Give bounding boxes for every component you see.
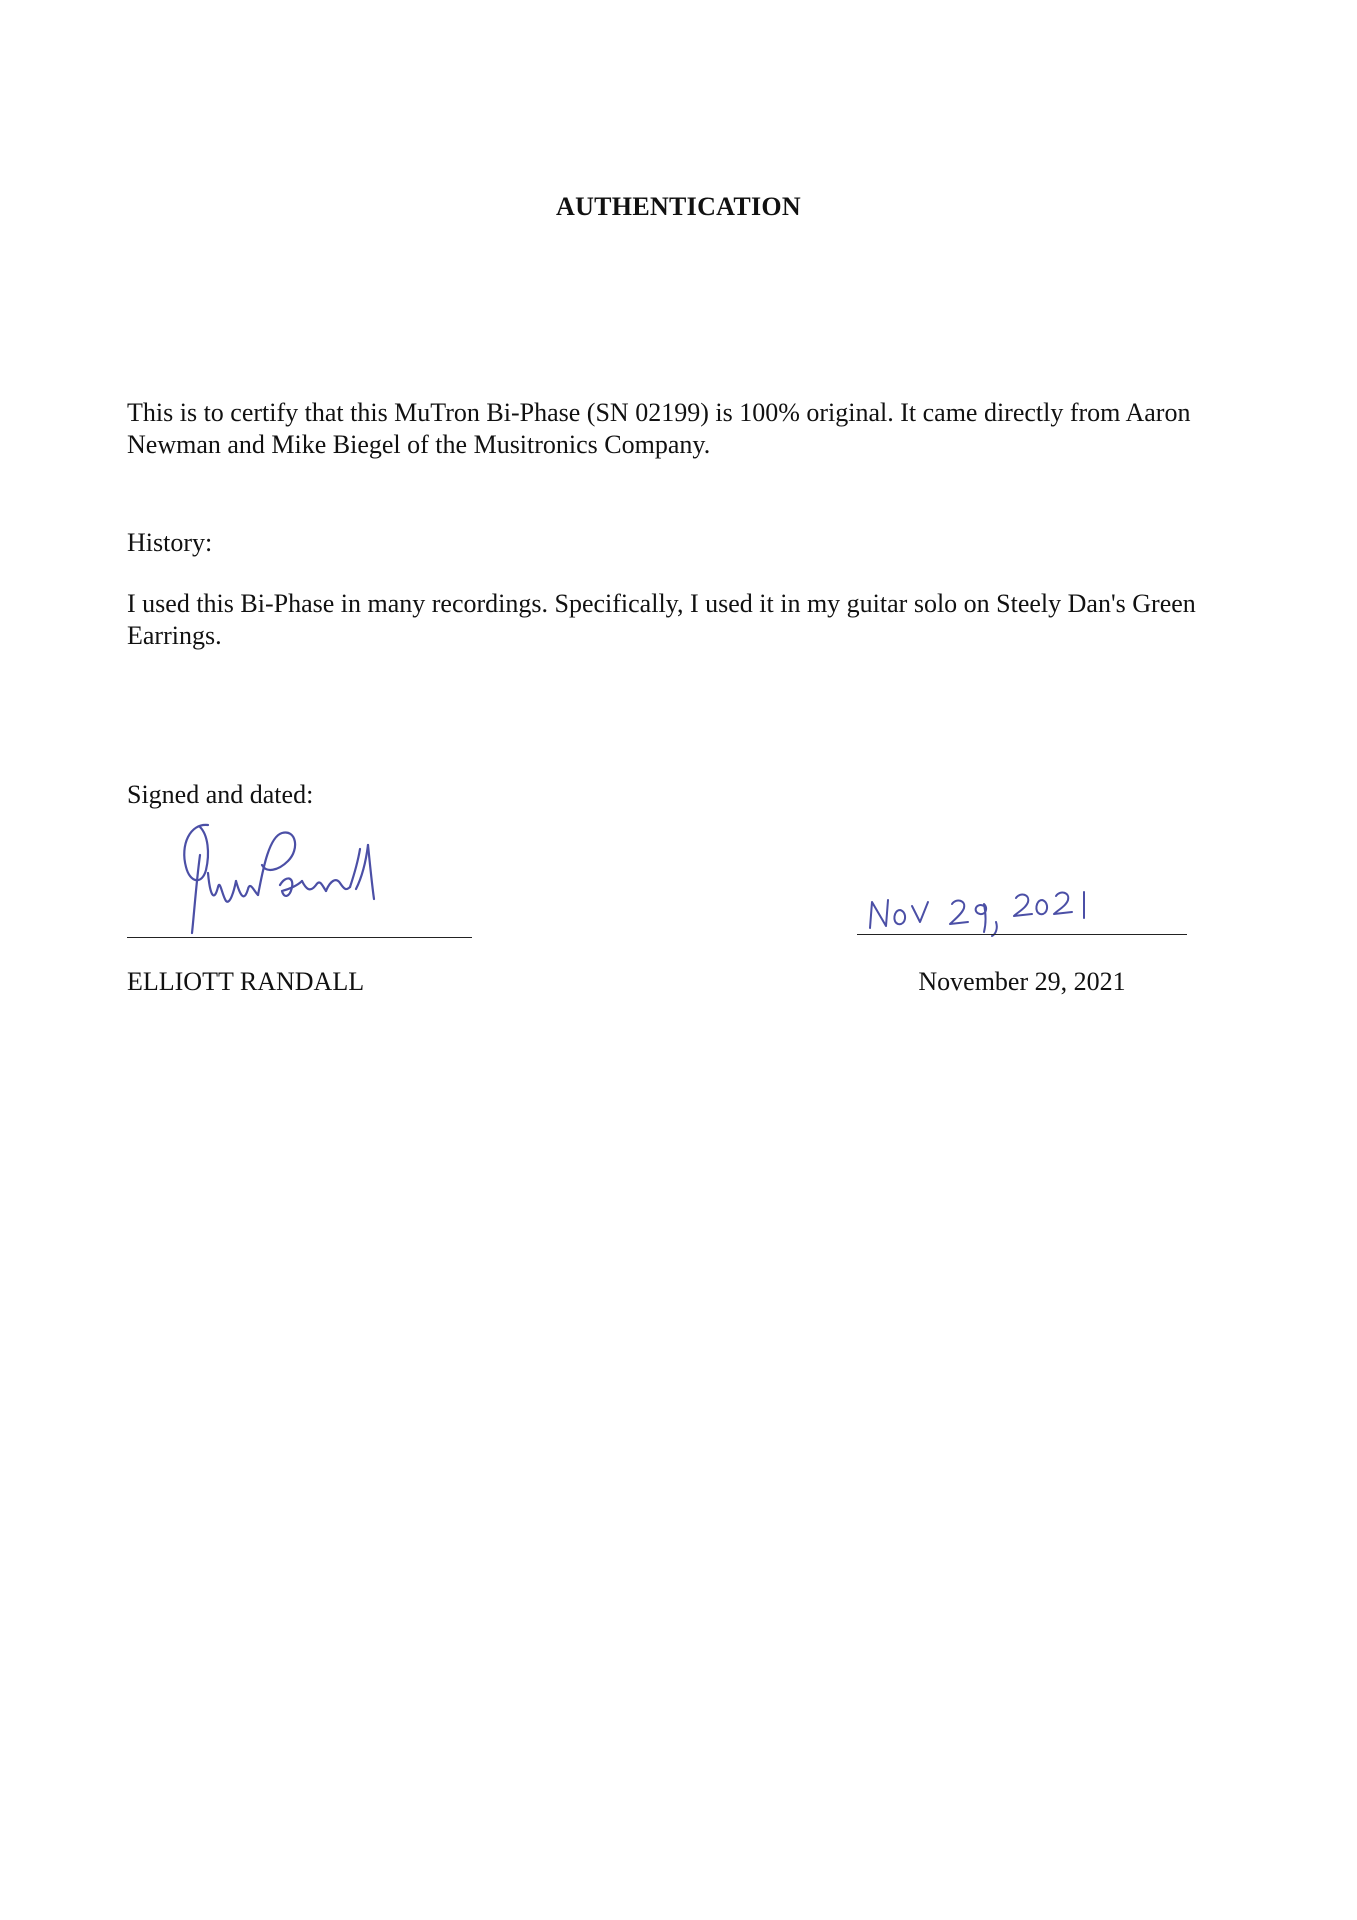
printed-date: November 29, 2021 xyxy=(918,967,1126,996)
signature-line xyxy=(127,937,472,938)
signed-dated-label: Signed and dated: xyxy=(127,780,314,809)
handwritten-date xyxy=(860,870,1120,940)
history-paragraph: I used this Bi-Phase in many recordings. Specifically, I used it in my guitar solo on Steely Dan's Green Earrings. xyxy=(127,589,1196,650)
certification-paragraph: This is to certify that this MuTron Bi-Phase (SN 02199) is 100% original. It came directly from Aaron Newman and Mike Biegel of the Musitronics Company. xyxy=(127,398,1191,459)
date-line xyxy=(857,934,1187,935)
document-title: AUTHENTICATION xyxy=(556,192,801,221)
signatory-name: ELLIOTT RANDALL xyxy=(127,967,365,996)
handwritten-signature xyxy=(150,815,450,935)
history-label: History: xyxy=(127,528,213,557)
